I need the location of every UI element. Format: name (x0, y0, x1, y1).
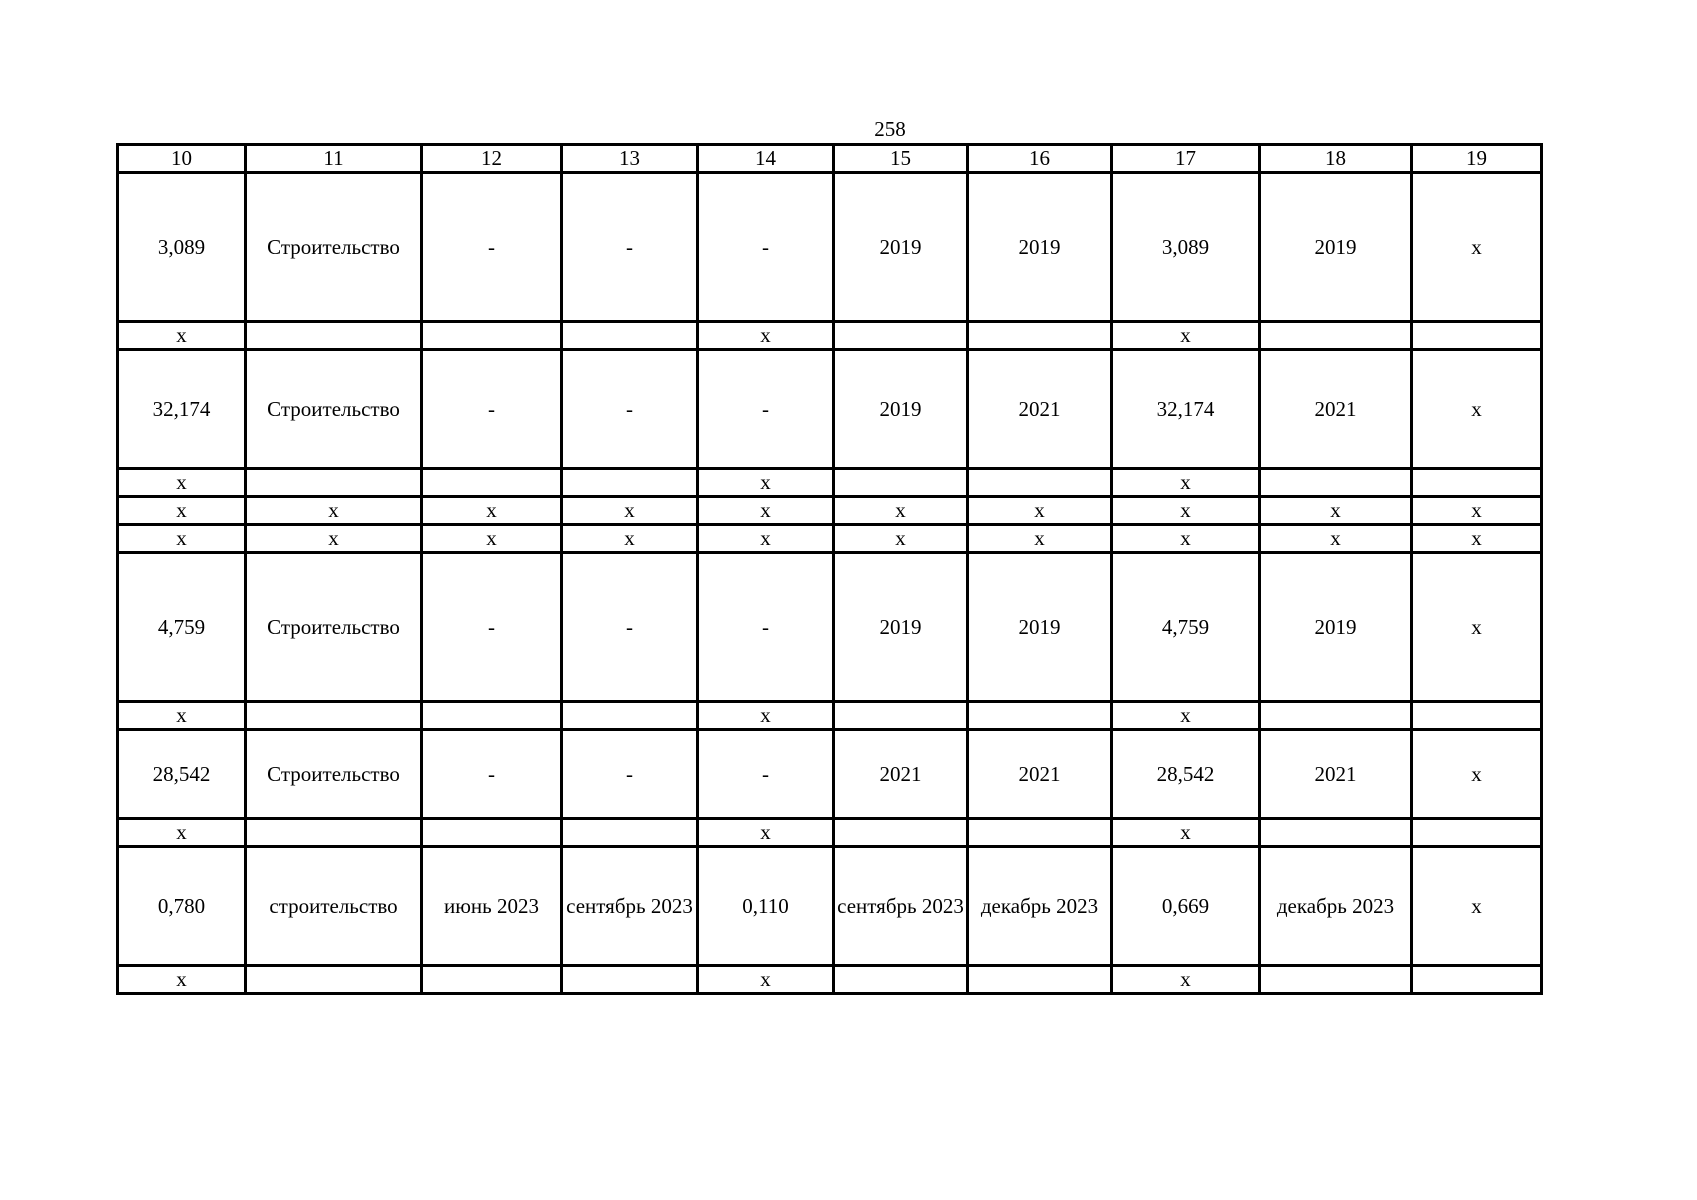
table-cell: х (1112, 469, 1260, 497)
table-cell: х (698, 702, 834, 730)
table-cell: - (698, 350, 834, 469)
table-cell: х (246, 525, 422, 553)
column-number: 19 (1412, 145, 1542, 173)
table-cell: х (118, 819, 246, 847)
data-table (116, 143, 1543, 995)
table-cell: х (698, 819, 834, 847)
table-cell: х (698, 469, 834, 497)
table-cell: х (968, 525, 1112, 553)
table-cell (834, 469, 968, 497)
table-cell (1412, 469, 1542, 497)
table-cell: 28,542 (118, 730, 246, 819)
table-cell (246, 966, 422, 994)
table-cell: 2019 (1260, 173, 1412, 322)
table-cell (562, 469, 698, 497)
table-cell (1260, 322, 1412, 350)
table-cell: х (1412, 497, 1542, 525)
table-cell: 0,669 (1112, 847, 1260, 966)
table-cell: х (1412, 525, 1542, 553)
table-cell: х (118, 322, 246, 350)
column-number: 12 (422, 145, 562, 173)
table-row (118, 819, 1542, 847)
table-cell: 2019 (834, 553, 968, 702)
table-cell (246, 322, 422, 350)
table-row (118, 847, 1542, 966)
table-row (118, 730, 1542, 819)
table-cell: - (562, 553, 698, 702)
table-cell: Строительство (246, 553, 422, 702)
table-cell: х (1412, 730, 1542, 819)
table-cell: июнь 2023 (422, 847, 562, 966)
table-cell: 4,759 (118, 553, 246, 702)
table-cell: 0,780 (118, 847, 246, 966)
table-cell: х (834, 497, 968, 525)
table-cell: 3,089 (118, 173, 246, 322)
table-cell (1260, 702, 1412, 730)
table-cell: 2019 (968, 553, 1112, 702)
table-cell: 0,110 (698, 847, 834, 966)
table-row (118, 173, 1542, 322)
table-cell: х (1412, 847, 1542, 966)
table-cell (562, 819, 698, 847)
table-cell: декабрь 2023 (1260, 847, 1412, 966)
table-cell (246, 819, 422, 847)
table-cell (968, 966, 1112, 994)
table-cell: Строительство (246, 350, 422, 469)
table-row (118, 350, 1542, 469)
column-number: 16 (968, 145, 1112, 173)
table-cell: х (118, 702, 246, 730)
table-cell: 2019 (1260, 553, 1412, 702)
table-row (118, 966, 1542, 994)
column-number: 10 (118, 145, 246, 173)
table-cell: - (698, 553, 834, 702)
table-cell (422, 702, 562, 730)
table-row (118, 525, 1542, 553)
table-cell (834, 322, 968, 350)
table-cell: х (1260, 525, 1412, 553)
table-cell (562, 322, 698, 350)
table-cell: х (1112, 322, 1260, 350)
table-cell: х (698, 966, 834, 994)
table-cell: х (1260, 497, 1412, 525)
column-number-row (118, 145, 1542, 173)
table-cell: - (698, 730, 834, 819)
table-cell: х (562, 497, 698, 525)
table-cell: декабрь 2023 (968, 847, 1112, 966)
table-cell: - (562, 350, 698, 469)
table-cell (1412, 819, 1542, 847)
table-row (118, 553, 1542, 702)
table-cell: - (422, 173, 562, 322)
table-cell: х (1412, 553, 1542, 702)
table-cell: Строительство (246, 173, 422, 322)
table-cell: 3,089 (1112, 173, 1260, 322)
table-cell (1412, 966, 1542, 994)
table-cell: х (422, 525, 562, 553)
table-cell: строительство (246, 847, 422, 966)
table-cell (1412, 702, 1542, 730)
table-row (118, 469, 1542, 497)
table-cell (422, 322, 562, 350)
table-cell: 2021 (1260, 350, 1412, 469)
table-cell: х (968, 497, 1112, 525)
table-cell (1260, 469, 1412, 497)
table-cell: х (1412, 173, 1542, 322)
table-cell: сентябрь 2023 (562, 847, 698, 966)
table-cell: х (118, 525, 246, 553)
table-cell: х (698, 525, 834, 553)
table-cell (1260, 966, 1412, 994)
table-cell: х (1112, 819, 1260, 847)
table-cell: 32,174 (1112, 350, 1260, 469)
table-cell: х (118, 497, 246, 525)
table-cell: х (422, 497, 562, 525)
table-cell: х (1112, 966, 1260, 994)
table-cell: 2021 (1260, 730, 1412, 819)
table-cell: 2021 (968, 350, 1112, 469)
table-cell (562, 966, 698, 994)
table-cell (1412, 322, 1542, 350)
table-cell: х (698, 322, 834, 350)
column-number: 14 (698, 145, 834, 173)
table-cell: х (698, 497, 834, 525)
column-number: 17 (1112, 145, 1260, 173)
table-cell (968, 469, 1112, 497)
table-cell: 2021 (834, 730, 968, 819)
table-cell (968, 702, 1112, 730)
table-row (118, 322, 1542, 350)
table-cell: х (1412, 350, 1542, 469)
table-body (118, 173, 1542, 994)
table-cell (834, 966, 968, 994)
table-cell: - (562, 730, 698, 819)
table-cell: сентябрь 2023 (834, 847, 968, 966)
table-cell: х (1112, 497, 1260, 525)
table-cell (834, 702, 968, 730)
table-cell (422, 819, 562, 847)
table-cell (422, 469, 562, 497)
column-number: 15 (834, 145, 968, 173)
table-cell: х (246, 497, 422, 525)
table-cell (246, 469, 422, 497)
table-cell: х (562, 525, 698, 553)
table-cell: х (834, 525, 968, 553)
table-cell: - (422, 553, 562, 702)
table-cell: 4,759 (1112, 553, 1260, 702)
page-number: 258 (874, 117, 906, 141)
table-cell: х (1112, 525, 1260, 553)
table-cell: - (562, 173, 698, 322)
table-cell (246, 702, 422, 730)
table-cell: - (422, 350, 562, 469)
table-cell: 2021 (968, 730, 1112, 819)
table-cell (562, 702, 698, 730)
column-number: 13 (562, 145, 698, 173)
table-row (118, 702, 1542, 730)
table-cell (422, 966, 562, 994)
column-number: 11 (246, 145, 422, 173)
table-cell: 2019 (834, 173, 968, 322)
table-cell (834, 819, 968, 847)
table-cell: 28,542 (1112, 730, 1260, 819)
table-row (118, 497, 1542, 525)
table-cell: 2019 (968, 173, 1112, 322)
table-cell (968, 819, 1112, 847)
table-cell: х (118, 966, 246, 994)
table-cell (968, 322, 1112, 350)
table-cell: 2019 (834, 350, 968, 469)
table-cell (1260, 819, 1412, 847)
table-cell: х (1112, 702, 1260, 730)
table-cell: - (698, 173, 834, 322)
table-cell: Строительство (246, 730, 422, 819)
table-cell: х (118, 469, 246, 497)
column-number: 18 (1260, 145, 1412, 173)
table-cell: - (422, 730, 562, 819)
table-cell: 32,174 (118, 350, 246, 469)
